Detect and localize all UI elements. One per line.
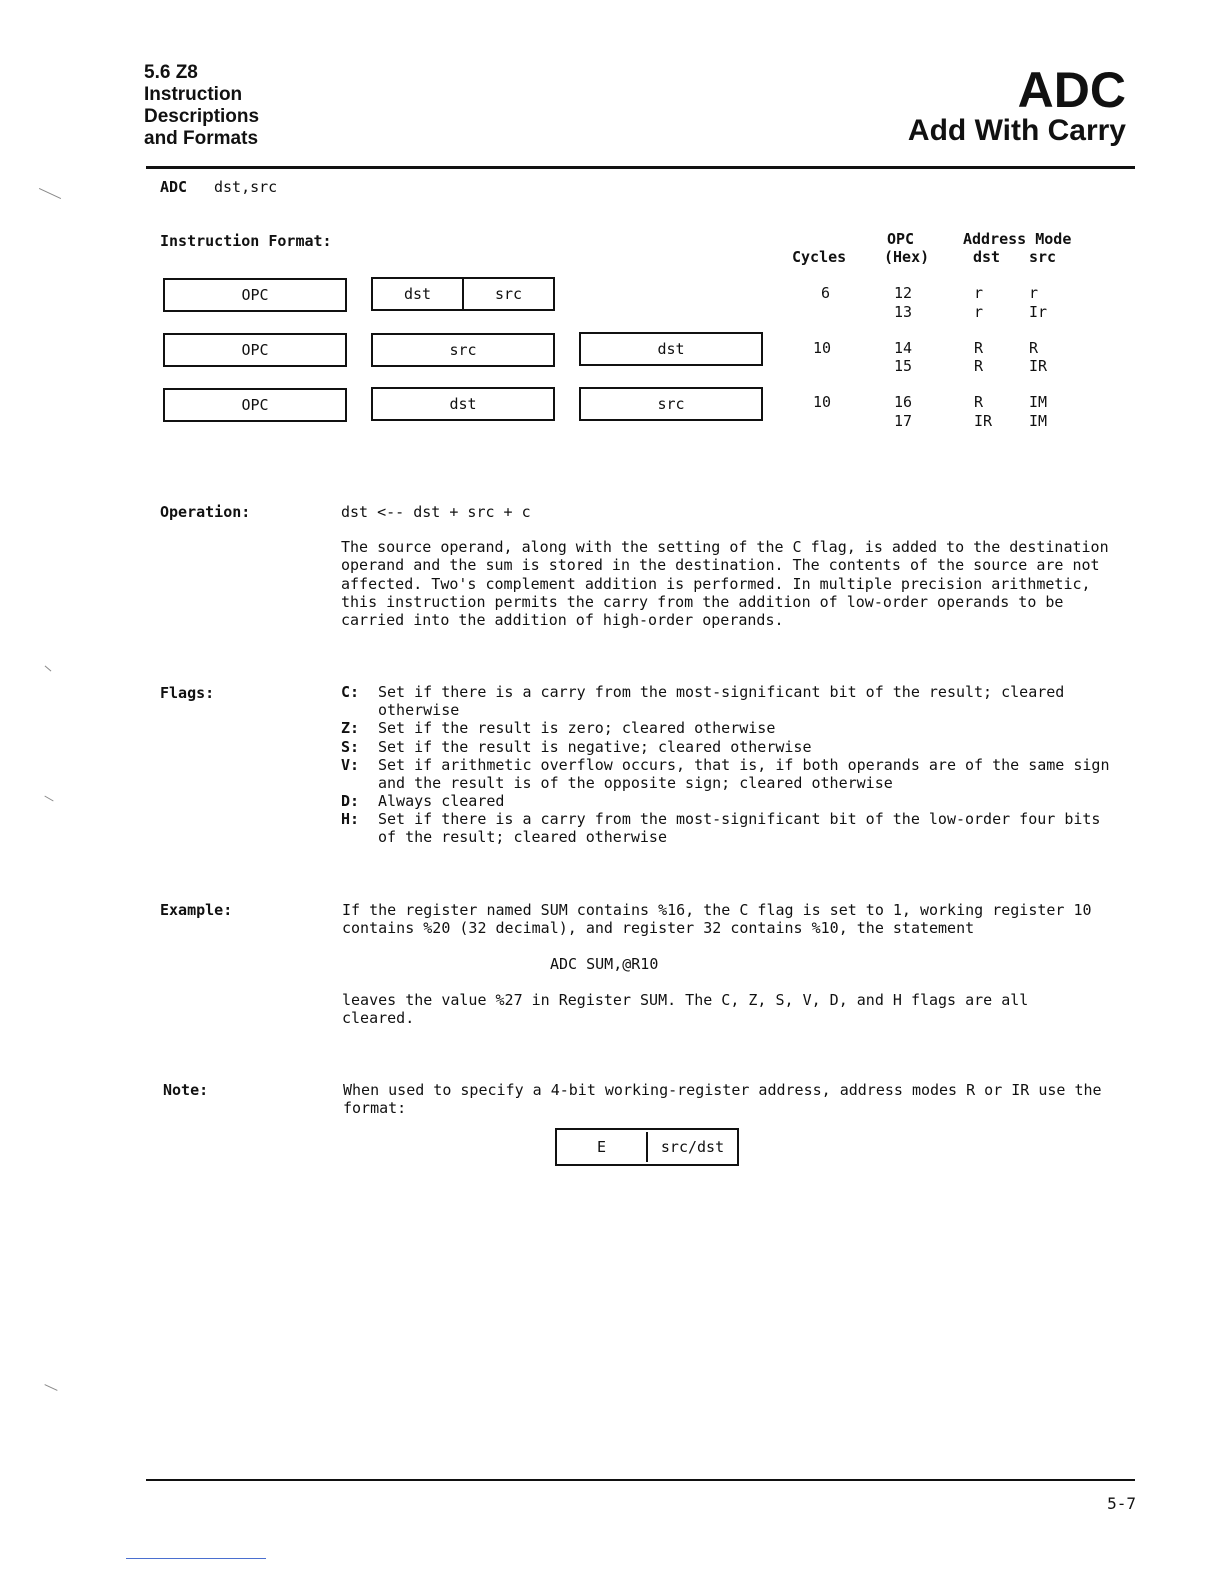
flag-key: S: (341, 738, 360, 756)
example-line: leaves the value %27 in Register SUM. The C, Z, S, V, D, and H flags are all (342, 991, 1029, 1009)
opc-hex-header: (Hex) (884, 248, 930, 266)
example-line: cleared. (342, 1009, 415, 1028)
dst-mode-value: R (974, 393, 984, 411)
src-mode-value: IR (1029, 357, 1048, 375)
description-line: affected. Two's complement addition is performed. In multiple precision arithmetic, (341, 574, 1091, 593)
src-mode-value: IM (1029, 412, 1048, 430)
instruction-format-label: Instruction Format: (160, 232, 332, 250)
scan-mark (44, 796, 53, 802)
cycles-value: 10 (813, 393, 832, 411)
src-mode-header: src (1029, 248, 1057, 266)
dst-mode-value: r (974, 284, 984, 302)
dst-mode-value: R (974, 339, 984, 357)
section-label-line: Instruction (144, 84, 243, 105)
note-line: format: (343, 1099, 407, 1118)
flag-key: C: (341, 683, 360, 701)
field-label: src (462, 279, 553, 309)
operation-formula: dst <-- dst + src + c (341, 503, 531, 521)
working-register-format-box (555, 1128, 739, 1166)
field-label: src (449, 341, 477, 359)
opc-value: 12 (894, 284, 913, 302)
instruction-title: Add With Carry (907, 114, 1126, 147)
opc-field-box (163, 388, 347, 422)
field-label: src (657, 395, 685, 413)
field-label: OPC (241, 396, 269, 414)
description-line: The source operand, along with the setting of the C flag, is added to the destination (341, 538, 1109, 556)
scan-mark (39, 188, 61, 199)
src-mode-value: r (1029, 284, 1039, 302)
field-label: dst (657, 340, 685, 358)
section-label-line: and Formats (144, 128, 259, 149)
cycles-value: 10 (813, 339, 832, 357)
note-label: Note: (163, 1081, 209, 1099)
flag-key: Z: (341, 719, 360, 737)
opc-value: 13 (894, 303, 913, 321)
flag-text-line: otherwise (378, 701, 460, 719)
flag-text-line: of the result; cleared otherwise (378, 828, 667, 846)
field-label: E (596, 1138, 607, 1156)
note-text (343, 1081, 1113, 1118)
flag-text-line: Set if there is a carry from the most-significant bit of the result; cleared (378, 683, 1065, 701)
flag-text-line: Always cleared (378, 792, 505, 810)
opc-value: 16 (894, 393, 913, 411)
description-line: carried into the addition of high-order operands. (341, 611, 784, 630)
field-label: src/dst (646, 1132, 737, 1162)
opc-header: OPC (887, 230, 915, 248)
dst-mode-value: r (974, 303, 984, 321)
note-line: When used to specify a 4-bit working-register address, address modes R or IR use the (343, 1081, 1102, 1099)
example-line: contains %20 (32 decimal), and register 32 contains %10, the statement (342, 919, 975, 938)
example-result (342, 991, 1112, 1028)
example-code: ADC SUM,@R10 (550, 955, 659, 973)
section-label (144, 62, 259, 150)
flag-text-line: and the result is of the opposite sign; cleared otherwise (378, 774, 893, 792)
src-mode-value: Ir (1029, 303, 1048, 321)
opc-field-box (163, 333, 347, 367)
operation-label: Operation: (160, 503, 251, 521)
field-label: dst (449, 395, 477, 413)
description-line: operand and the sum is stored in the destination. The contents of the source are not (341, 556, 1100, 575)
opc-field-box (163, 278, 347, 312)
example-line: If the register named SUM contains %16, the C flag is set to 1, working register 10 (342, 901, 1092, 919)
instruction-mnemonic: ADC (1017, 62, 1126, 118)
field-label: OPC (241, 341, 269, 359)
scan-mark (45, 666, 52, 672)
dst-field-box (371, 387, 555, 421)
src-mode-value: R (1029, 339, 1039, 357)
dst-mode-value: R (974, 357, 984, 375)
operation-description (341, 538, 1111, 629)
src-field-box (371, 333, 555, 367)
flags-label: Flags: (160, 684, 215, 702)
page-number: 5-7 (1107, 1494, 1136, 1513)
flag-text-line: Set if there is a carry from the most-significant bit of the low-order four bits (378, 810, 1101, 828)
syntax-operands: dst,src (214, 178, 278, 196)
flag-text-line: Set if the result is zero; cleared otherwise (378, 719, 776, 737)
dst-mode-value: IR (974, 412, 993, 430)
bottom-edge-line (126, 1558, 266, 1559)
footer-divider (146, 1479, 1135, 1481)
flag-key: H: (341, 810, 360, 828)
src-field-box (579, 387, 763, 421)
opc-value: 17 (894, 412, 913, 430)
address-mode-header: Address Mode (963, 230, 1072, 248)
cycles-header: Cycles (792, 248, 847, 266)
dst-src-field-box (371, 277, 555, 311)
field-label: dst (403, 285, 432, 303)
opc-value: 14 (894, 339, 913, 357)
section-label-line: 5.6 Z8 (144, 62, 198, 83)
syntax-mnemonic: ADC (160, 178, 188, 196)
description-line: this instruction permits the carry from the addition of low-order operands to be (341, 592, 1064, 611)
flag-key: D: (341, 792, 360, 810)
header-divider (146, 166, 1135, 169)
example-label: Example: (160, 901, 233, 919)
src-mode-value: IM (1029, 393, 1048, 411)
dst-mode-header: dst (973, 248, 1001, 266)
opc-value: 15 (894, 357, 913, 375)
scan-mark (44, 1384, 57, 1391)
example-intro (342, 901, 1112, 938)
dst-field-box (579, 332, 763, 366)
field-label: OPC (241, 286, 269, 304)
cycles-value: 6 (821, 284, 831, 302)
flag-text-line: Set if arithmetic overflow occurs, that is, if both operands are of the same sign (378, 756, 1110, 774)
section-label-line: Descriptions (144, 106, 260, 127)
flag-text-line: Set if the result is negative; cleared otherwise (378, 738, 812, 756)
flag-key: V: (341, 756, 360, 774)
